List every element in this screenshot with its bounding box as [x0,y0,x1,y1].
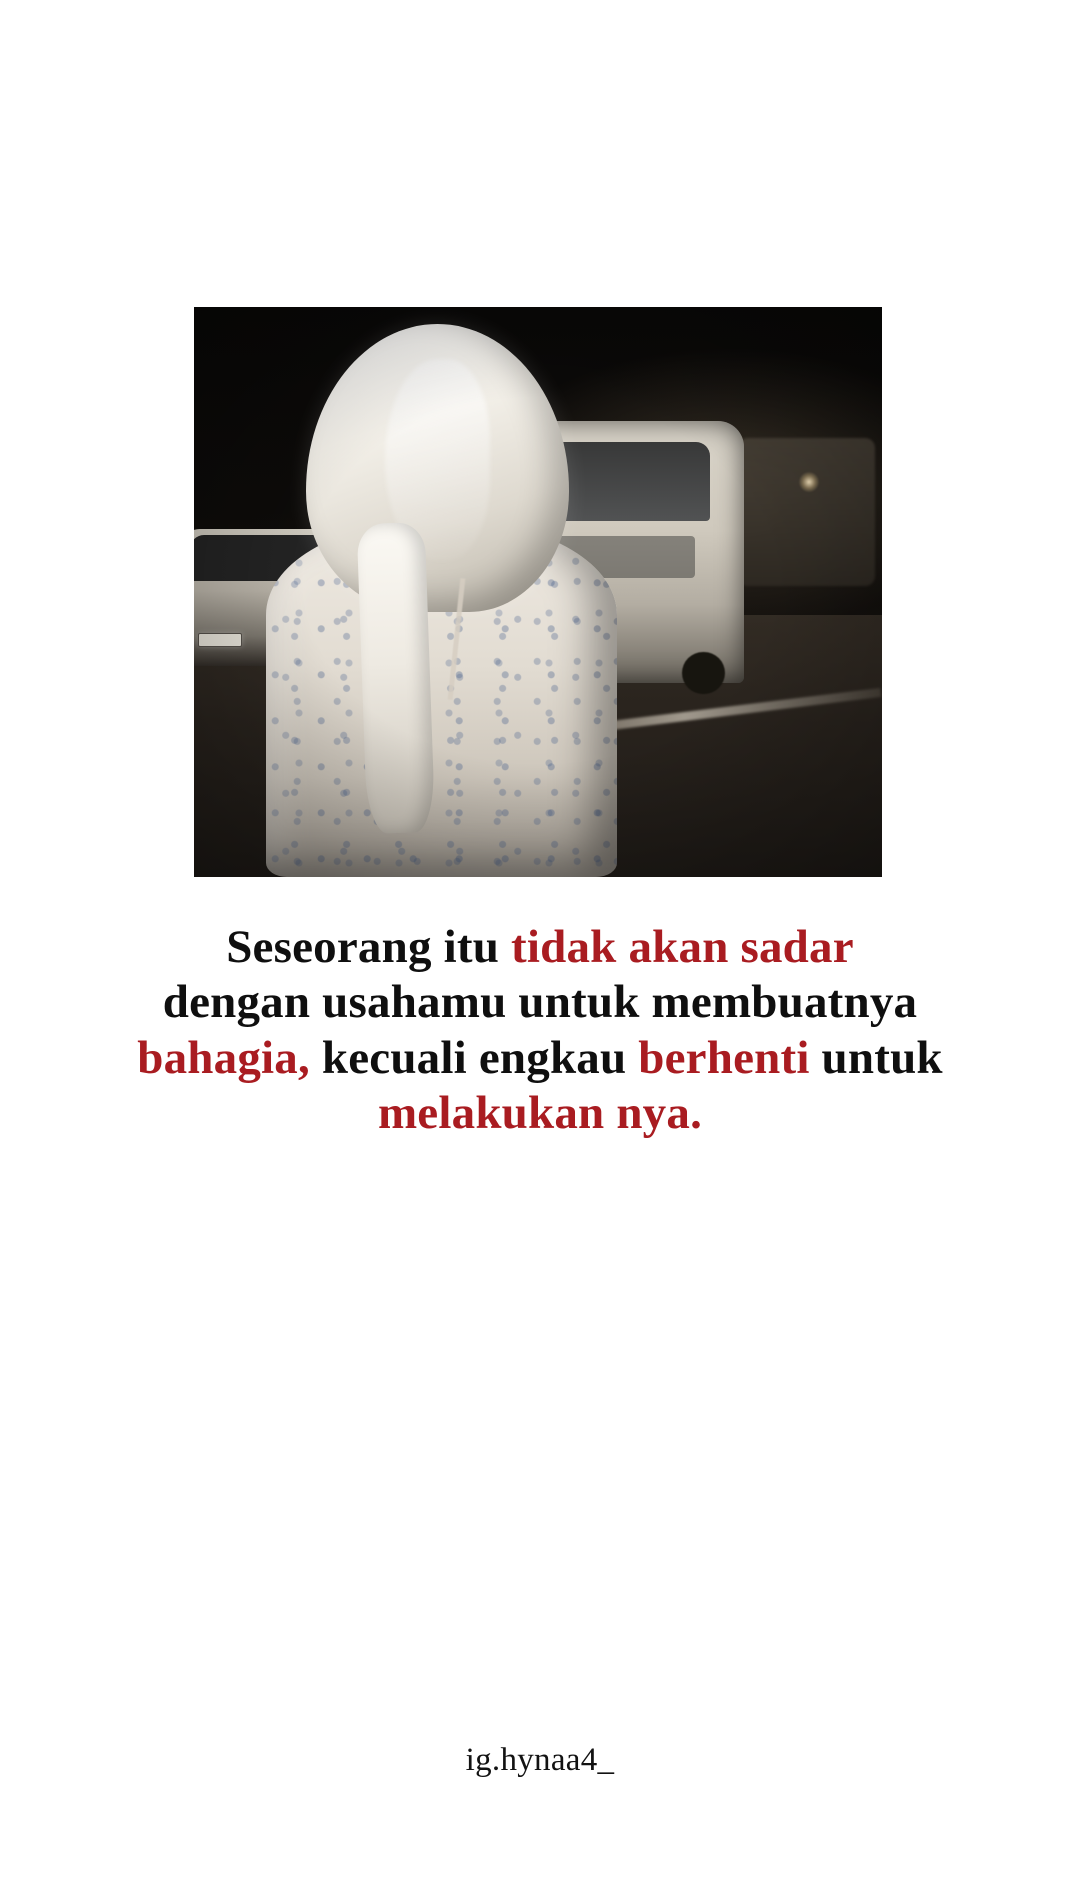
quote-segment: untuk [809,1031,943,1084]
quote-segment-highlight: tidak akan sadar [511,921,854,973]
license-plate [198,633,242,647]
quote-segment-highlight: bahagia, [137,1031,310,1084]
background-vehicle [738,438,876,586]
person-subject [242,324,641,877]
night-street-photo [194,307,882,877]
quote-segment: dengan usahamu untuk membuatnya [162,976,918,1029]
quote-segment-highlight: melakukan nya. [377,1087,703,1140]
photo-frame [194,307,882,877]
quote-line-2 [90,975,990,1030]
quote-line-3 [90,1031,990,1086]
quote-segment: kecuali engkau [309,1031,639,1084]
quote-line-4 [90,1086,990,1141]
author-handle: ig.hynaa4_ [465,1742,615,1778]
hijab-tail [356,522,435,834]
van-wheel [682,652,724,694]
white-hijab [306,324,569,612]
quote-line-1 [90,920,990,975]
quote-text-block [90,920,990,1142]
quote-segment-highlight: berhenti [638,1031,810,1084]
quote-segment: Seseorang itu [226,921,512,973]
